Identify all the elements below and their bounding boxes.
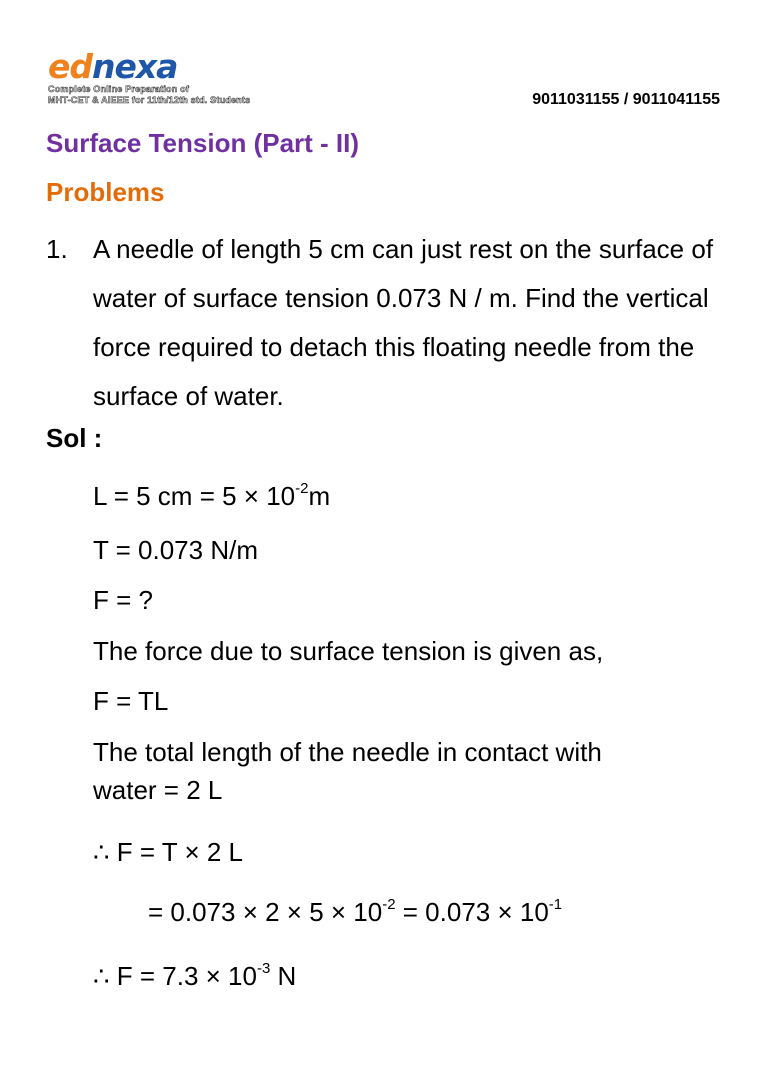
problem-number: 1. (46, 234, 68, 264)
step-2-part-b: = 0.073 × 10 (395, 897, 549, 927)
given-length-base: L = 5 cm = 5 × 10 (93, 481, 296, 511)
step-1: ∴ F = T × 2 L (93, 837, 243, 867)
given-length-unit: m (308, 481, 331, 511)
section-heading: Problems (46, 177, 165, 207)
unknown-force: F = ? (93, 585, 153, 615)
contact-length-line-2: water = 2 L (93, 775, 223, 805)
logo-tagline-2: MHT-CET & AIEEE for 11th/12th std. Students (48, 95, 251, 105)
step-2 (148, 897, 562, 928)
step-2-exponent-1: -2 (382, 896, 396, 913)
solution-label: Sol : (46, 423, 103, 453)
explanation-text: The force due to surface tension is given as, (93, 636, 604, 666)
ednexa-logo (48, 47, 288, 105)
result-part-a: ∴ F = 7.3 × 10 (93, 961, 257, 991)
given-length-exponent: -2 (295, 480, 309, 497)
logo-wordmark (48, 47, 288, 86)
problem-text: A needle of length 5 cm can just rest on the surface of water of surface tension 0.073 N / m. Find the vertical force required to detach this floating needle from the surface of water. (93, 234, 714, 411)
result-exponent: -3 (256, 960, 271, 977)
step-2-part-a: = 0.073 × 2 × 5 × 10 (148, 897, 383, 927)
final-result (93, 961, 296, 992)
logo-ed: ed (48, 47, 93, 86)
phone-numbers: 9011031155 / 9011041155 (532, 91, 720, 108)
logo-nexa: nexa (92, 47, 178, 86)
step-2-exponent-2: -1 (548, 896, 563, 913)
logo-tagline-1: Complete Online Preparation of (48, 84, 190, 94)
formula: F = TL (93, 686, 169, 716)
contact-length-line-1: The total length of the needle in contact with (93, 737, 602, 767)
contact-length (93, 733, 602, 809)
page-title: Surface Tension (Part - II) (46, 128, 360, 158)
given-length (93, 481, 330, 512)
result-part-b: N (270, 961, 297, 991)
given-tension: T = 0.073 N/m (93, 535, 258, 565)
